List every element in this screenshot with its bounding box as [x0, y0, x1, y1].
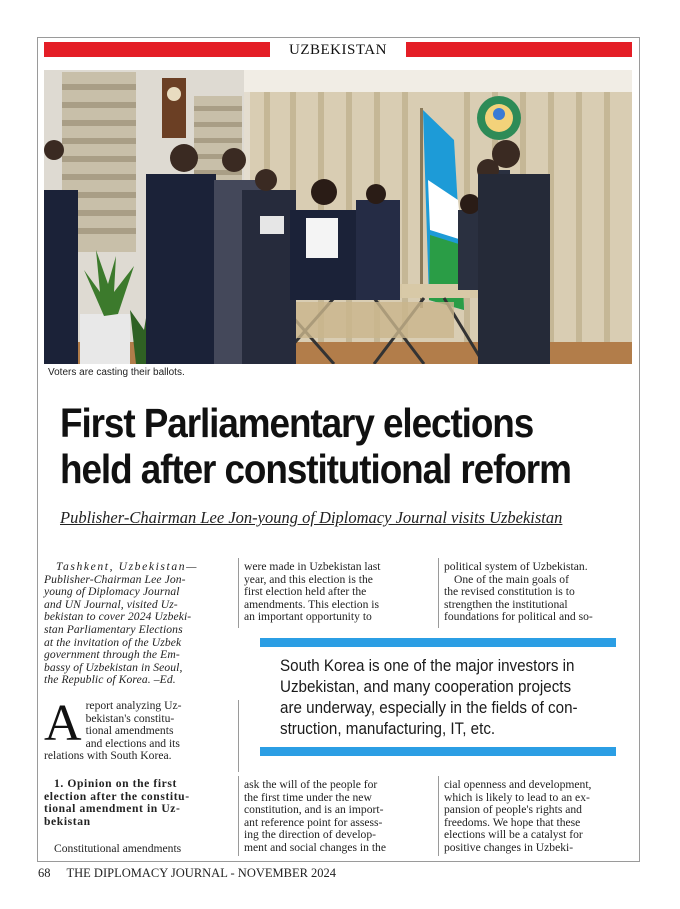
- text-line: ment and social changes in the: [244, 840, 386, 854]
- text-line: cial openness and development,: [444, 778, 592, 791]
- text-line: young of Diplomacy Journal: [44, 585, 180, 599]
- text-line: 1. Opinion on the first: [54, 777, 177, 790]
- text-line: One of the main goals of: [454, 572, 569, 586]
- body-paragraph: [244, 561, 432, 624]
- text-line: and UN Journal, visited Uz-: [44, 597, 178, 611]
- text-line: year, and this election is the: [244, 572, 373, 586]
- publication-name: THE DIPLOMACY JOURNAL - NOVEMBER 2024: [66, 866, 337, 880]
- text-line: the Republic of Korea. –Ed.: [44, 673, 176, 687]
- pull-quote-bar-bottom: [260, 747, 616, 756]
- subhead: Publisher-Chairman Lee Jon-young of Diplomacy Journal visits Uzbekistan: [60, 508, 563, 527]
- text-line: freedoms. We hope that these: [444, 815, 581, 829]
- text-line: Constitutional amendments: [54, 842, 182, 855]
- pull-quote-text: [280, 656, 609, 740]
- dropcap-paragraph: [44, 695, 232, 763]
- header-red-bar-right: [406, 42, 632, 57]
- column-rule: [238, 700, 239, 772]
- text-line: struction, manufacturing, IT, etc.: [280, 720, 496, 738]
- election-photo: [44, 70, 632, 364]
- text-line: ask the will of the people for: [244, 778, 378, 791]
- column-rule: [238, 776, 239, 856]
- pull-quote: [260, 638, 616, 758]
- text-line: ant reference point for assess-: [244, 815, 383, 829]
- drop-cap: A: [44, 695, 82, 752]
- text-line: elections will be a catalyst for: [444, 828, 583, 842]
- intro-paragraph: [44, 561, 232, 687]
- page-number: 68: [38, 866, 51, 880]
- text-line: strengthen the institutional: [444, 597, 568, 611]
- text-line: foundations for political and so-: [444, 610, 593, 624]
- text-line: pansion of people's rights and: [444, 803, 582, 817]
- photo-caption: Voters are casting their ballots.: [48, 367, 185, 378]
- text-line: bassy of Uzbekistan in Seoul,: [44, 660, 183, 674]
- text-line: tional amendments: [85, 724, 174, 738]
- text-line: Tashkent, Uzbekistan—: [56, 560, 199, 573]
- text-line: election after the constitu-: [44, 789, 190, 803]
- header-red-bar-left: [44, 42, 270, 57]
- text-line: political system of Uzbekistan.: [444, 560, 588, 573]
- text-line: report analyzing Uz-: [85, 699, 182, 712]
- text-line: first election held after the: [244, 585, 367, 599]
- headline-line-1: First Parliamentary elections: [60, 400, 534, 446]
- pull-quote-bar-top: [260, 638, 616, 647]
- text-line: South Korea is one of the major investors in: [280, 657, 575, 675]
- text-line: Publisher-Chairman Lee Jon-: [44, 572, 186, 586]
- text-line: government through the Em-: [44, 648, 180, 662]
- text-line: the revised constitution is to: [444, 585, 575, 599]
- body-paragraph: [444, 561, 632, 624]
- text-line: Uzbekistan, and many cooperation projects: [280, 678, 572, 696]
- body-paragraph: [44, 843, 232, 856]
- text-line: are underway, especially in the fields of con-: [280, 699, 578, 717]
- text-line: positive changes in Uzbeki-: [444, 840, 574, 854]
- body-paragraph: [444, 779, 632, 855]
- section-label: UZBEKISTAN: [289, 42, 387, 58]
- text-line: and elections and its: [85, 736, 180, 750]
- column-rule: [438, 776, 439, 856]
- text-line: bekistan: [44, 814, 91, 828]
- headline: [60, 400, 582, 492]
- text-line: ing the direction of develop-: [244, 828, 376, 842]
- column-rule: [238, 558, 239, 628]
- text-line: an important opportunity to: [244, 610, 372, 624]
- column-rule: [438, 558, 439, 628]
- body-paragraph: [244, 779, 432, 855]
- text-line: the first time under the new: [244, 790, 372, 804]
- text-line: relations with South Korea.: [44, 749, 172, 763]
- text-line: bekistan's constitu-: [85, 711, 175, 725]
- text-line: constitution, and is an import-: [244, 803, 384, 817]
- page-footer: [38, 866, 336, 881]
- text-line: bekistan to cover 2024 Uzbeki-: [44, 610, 192, 624]
- headline-line-2: held after constitutional reform: [60, 446, 571, 492]
- text-line: amendments. This election is: [244, 597, 380, 611]
- text-line: were made in Uzbekistan last: [244, 560, 381, 573]
- text-line: tional amendment in Uz-: [44, 802, 181, 816]
- section-heading: [44, 778, 232, 828]
- text-line: stan Parliamentary Elections: [44, 622, 183, 636]
- text-line: which is likely to lead to an ex-: [444, 790, 590, 804]
- section-header: [44, 41, 632, 59]
- text-line: at the invitation of the Uzbek: [44, 635, 182, 649]
